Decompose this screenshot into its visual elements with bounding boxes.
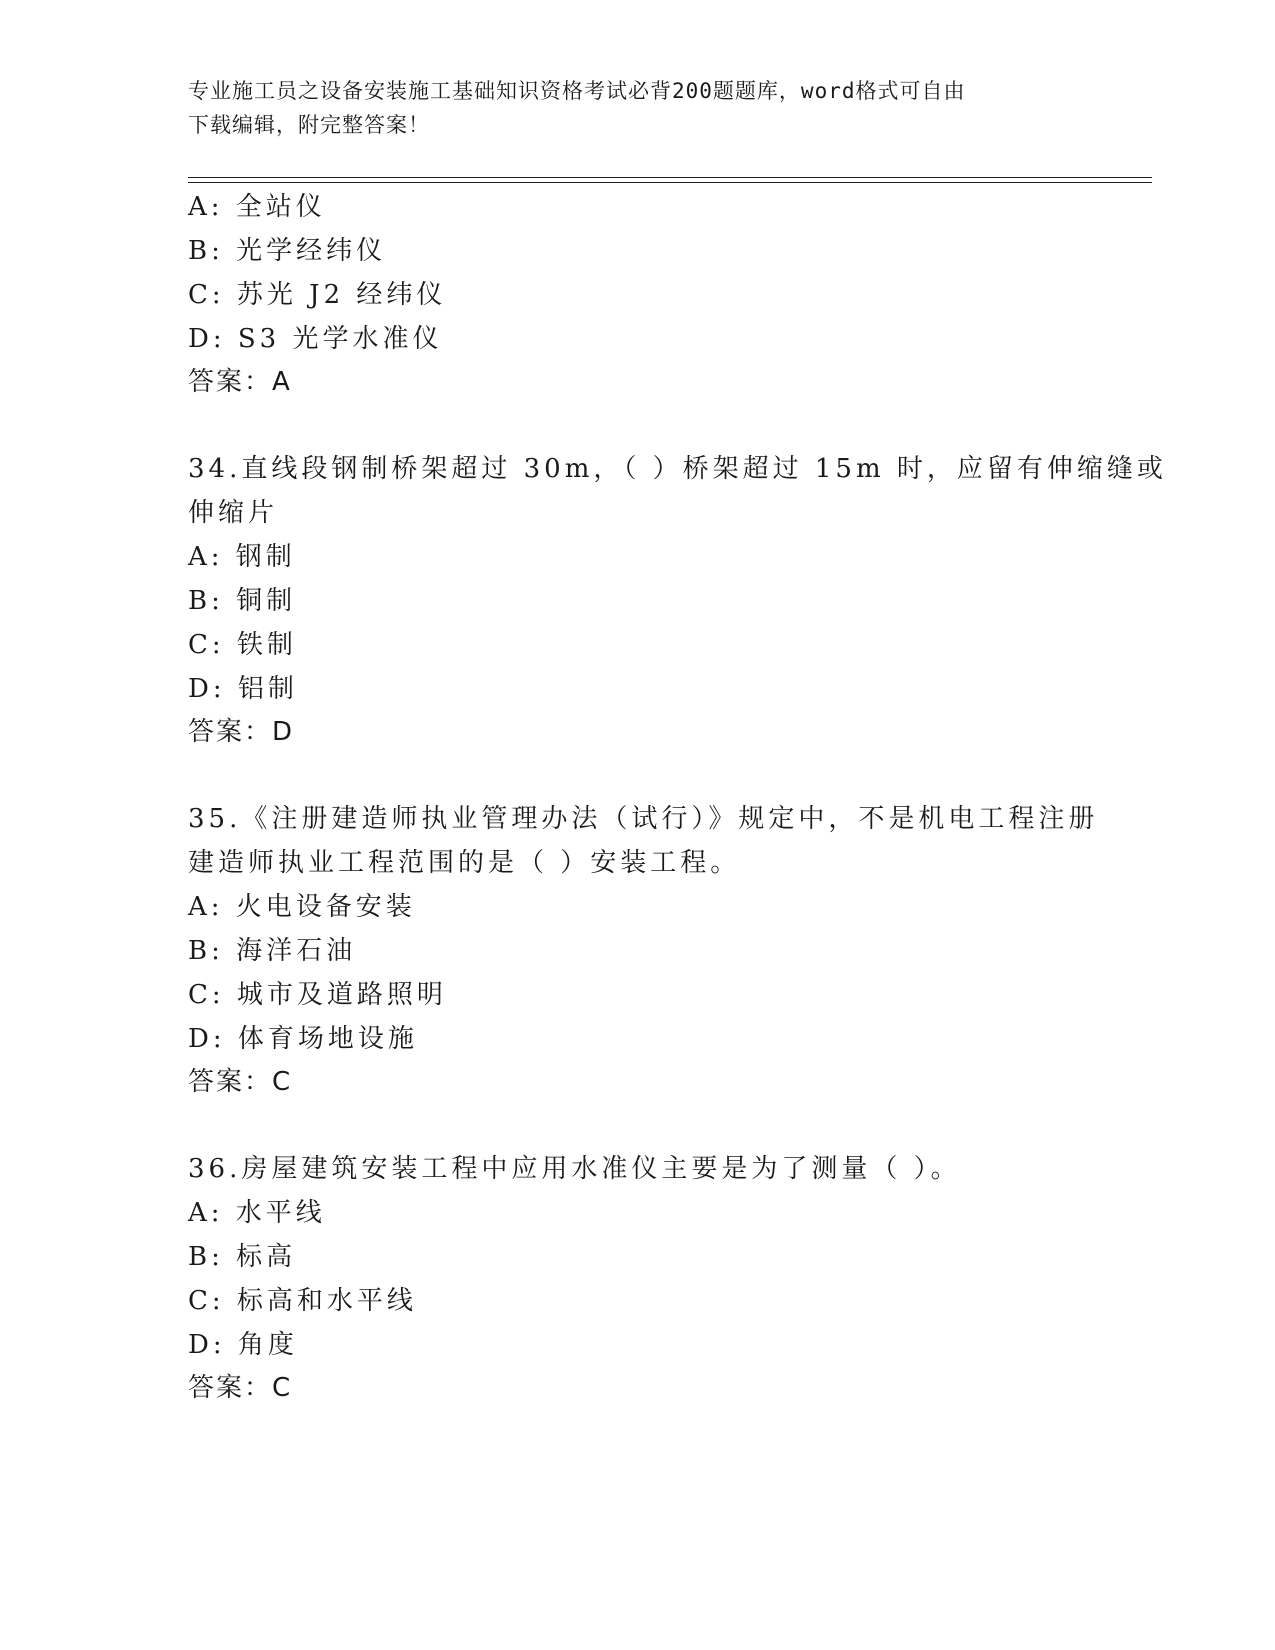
q36-answer: 答案：C — [188, 1373, 293, 1403]
q35-answer: 答案：C — [188, 1067, 293, 1097]
q33-answer: 答案：A — [188, 367, 292, 397]
q34-stem-line-2: 伸缩片 — [188, 498, 279, 528]
q35-option-a: A: 火电设备安装 — [188, 892, 416, 922]
document-header — [188, 74, 1088, 142]
q36-option-a: A: 水平线 — [188, 1198, 326, 1228]
q36-stem-line-1: 36.房屋建筑安装工程中应用水准仪主要是为了测量（ ）。 — [188, 1154, 961, 1184]
q36-option-c: C: 标高和水平线 — [188, 1286, 417, 1316]
q35-option-d: D: 体育场地设施 — [188, 1024, 418, 1054]
q36-option-d: D: 角度 — [188, 1330, 298, 1360]
q35-stem-line-2: 建造师执业工程范围的是（ ）安装工程。 — [188, 848, 741, 878]
q34-option-d: D: 铝制 — [188, 674, 298, 704]
q33-option-d: D: S3 光学水准仪 — [188, 324, 443, 354]
header-divider-bottom — [188, 182, 1152, 183]
header-divider-top — [188, 177, 1152, 178]
q35-option-c: C: 城市及道路照明 — [188, 980, 447, 1010]
q34-option-b: B: 铜制 — [188, 586, 297, 616]
q36-option-b: B: 标高 — [188, 1242, 297, 1272]
q34-option-c: C: 铁制 — [188, 630, 297, 660]
q34-answer: 答案：D — [188, 717, 295, 747]
q33-option-b: B: 光学经纬仪 — [188, 236, 387, 266]
q33-option-c: C: 苏光 J2 经纬仪 — [188, 280, 447, 310]
q34-stem-line-1: 34.直线段钢制桥架超过 30m，（ ）桥架超过 15m 时，应留有伸缩缝或 — [188, 454, 1167, 484]
q35-option-b: B: 海洋石油 — [188, 936, 357, 966]
header-line-2: 下载编辑，附完整答案！ — [188, 113, 430, 137]
q33-option-a: A: 全站仪 — [188, 192, 326, 222]
q35-stem-line-1: 35.《注册建造师执业管理办法（试行）》规定中，不是机电工程注册 — [188, 804, 1099, 834]
q34-option-a: A: 钢制 — [188, 542, 296, 572]
header-line-1: 专业施工员之设备安装施工基础知识资格考试必背200题题库，word格式可自由 — [188, 79, 966, 103]
